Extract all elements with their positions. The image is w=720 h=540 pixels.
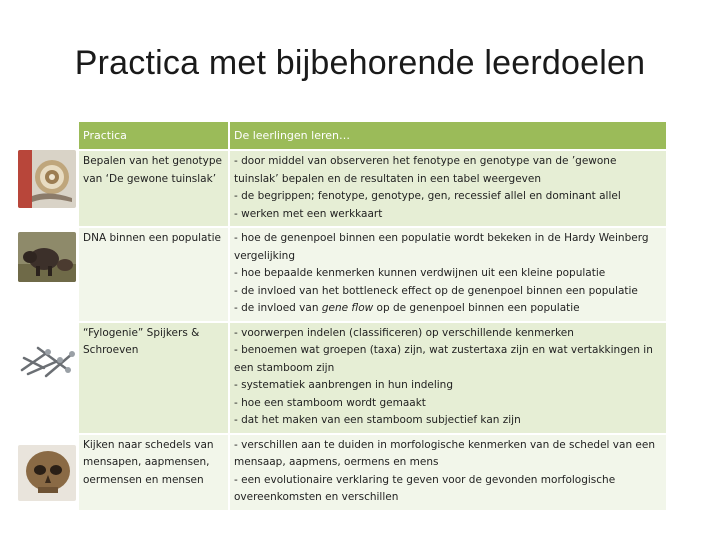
garden-snail-photo-icon xyxy=(18,150,76,208)
practicum-cell: Kijken naar schedels van mensapen, aapmensen, oermensen en mensen xyxy=(79,434,229,511)
goal-line: - een evolutionaire verklaring te geven voor de gevonden morfologische overeenkomsten en verschillen xyxy=(234,473,616,503)
table-row xyxy=(79,227,666,322)
goal-line: - voorwerpen indelen (classificeren) op verschillende kenmerken xyxy=(234,326,574,339)
table-row xyxy=(79,322,666,434)
goal-line: - dat het maken van een stamboom subjectief kan zijn xyxy=(234,414,521,426)
goal-line: - systematiek aanbrengen in hun indeling xyxy=(234,379,454,391)
table-row xyxy=(79,150,666,227)
column-header-leerdoelen: De leerlingen leren… xyxy=(229,122,666,150)
leerdoelen-cell xyxy=(229,322,666,434)
practicum-cell: “Fylogenie” Spijkers & Schroeven xyxy=(79,322,229,434)
column-header-practica: Practica xyxy=(79,122,229,150)
table-header-row xyxy=(79,122,666,150)
skull-photo-icon xyxy=(18,445,76,501)
gene-flow-term: gene flow xyxy=(321,302,374,314)
nails-and-screws-photo-icon xyxy=(18,340,76,382)
leerdoelen-cell xyxy=(229,150,666,227)
goal-line: - benoemen wat groepen (taxa) zijn, wat zustertaxa zijn en wat vertakkingen in een stamboom zijn xyxy=(234,344,653,374)
practica-table xyxy=(79,122,666,512)
slide-title: Practica met bijbehorende leerdoelen xyxy=(74,44,646,82)
wild-boar-photo-icon xyxy=(18,232,76,282)
goal-line: - hoe bepaalde kenmerken kunnen verdwijnen uit een kleine populatie xyxy=(234,267,606,279)
practicum-cell: Bepalen van het genotype van ‘De gewone tuinslak’ xyxy=(79,150,229,227)
goal-line: - de invloed van het bottleneck effect op de genenpoel binnen een populatie xyxy=(234,284,638,297)
leerdoelen-cell xyxy=(229,227,666,322)
goal-line: - door middel van observeren het fenotype en genotype van de ’gewone tuinslak’ bepalen en de resultaten in een tabel weergeven xyxy=(234,155,617,185)
goal-line: - de begrippen; fenotype, genotype, gen, recessief allel en dominant allel xyxy=(234,190,621,202)
leerdoelen-cell xyxy=(229,434,666,511)
goal-line-gene-flow xyxy=(234,300,662,318)
practicum-cell: DNA binnen een populatie xyxy=(79,227,229,322)
goal-line: - hoe een stamboom wordt gemaakt xyxy=(234,396,426,409)
goal-line: - werken met een werkkaart xyxy=(234,207,383,220)
goal-line: - verschillen aan te duiden in morfologische kenmerken van de schedel van een mensaap, aapmens, oermens en mens xyxy=(234,438,656,468)
table-row xyxy=(79,434,666,511)
goal-line: - hoe de genenpoel binnen een populatie wordt bekeken in de Hardy Weinberg vergelijking xyxy=(234,232,649,262)
goal-text: - de invloed van xyxy=(234,302,322,314)
goal-text: op de genenpoel binnen een populatie xyxy=(373,302,580,314)
